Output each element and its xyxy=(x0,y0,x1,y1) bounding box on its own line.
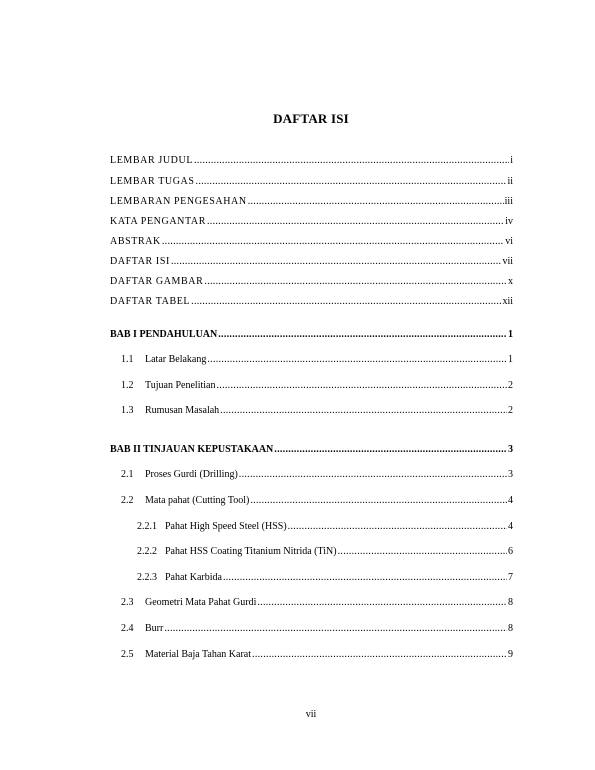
toc-leader-dots xyxy=(248,196,504,208)
toc-section-number: 2.1 xyxy=(121,469,134,480)
toc-section-label: Geometri Mata Pahat Gurdi xyxy=(145,597,257,608)
toc-section-2-3[interactable] xyxy=(121,597,513,609)
toc-entry-label: ABSTRAK xyxy=(110,236,161,247)
toc-section-page: 8 xyxy=(508,623,513,634)
toc-leader-dots xyxy=(274,444,507,456)
toc-leader-dots xyxy=(162,236,504,248)
page-title: DAFTAR ISI xyxy=(273,111,349,126)
toc-entry-page: x xyxy=(508,276,513,287)
toc-section-2-2[interactable] xyxy=(121,495,513,507)
toc-section-label: Pahat HSS Coating Titanium Nitrida (TiN) xyxy=(165,546,337,557)
toc-subsection-2-2-3[interactable] xyxy=(137,572,513,584)
toc-leader-dots xyxy=(252,649,507,661)
toc-section-number: 2.4 xyxy=(121,623,134,634)
toc-section-1-3[interactable] xyxy=(121,405,513,417)
toc-entry-lembar-tugas[interactable] xyxy=(110,176,513,188)
toc-leader-dots xyxy=(223,572,507,584)
toc-leader-dots xyxy=(194,155,509,167)
toc-section-label: Burr xyxy=(145,623,164,634)
toc-section-label: Latar Belakang xyxy=(145,354,207,365)
toc-section-2-5[interactable] xyxy=(121,649,513,661)
toc-entry-label: LEMBARAN PENGESAHAN xyxy=(110,196,247,207)
toc-section-label: Pahat Karbida xyxy=(165,572,222,583)
toc-entry-daftar-gambar[interactable] xyxy=(110,276,513,288)
toc-section-page: 8 xyxy=(508,597,513,608)
toc-entry-lembaran-pengesahan[interactable] xyxy=(110,196,513,208)
toc-entry-label: DAFTAR GAMBAR xyxy=(110,276,204,287)
toc-leader-dots xyxy=(218,329,507,341)
toc-leader-dots xyxy=(164,623,507,635)
toc-section-page: 2 xyxy=(508,405,513,416)
toc-section-1-1[interactable] xyxy=(121,354,513,366)
toc-section-number: 2.2.1 xyxy=(137,521,157,532)
toc-entry-label: KATA PENGANTAR xyxy=(110,216,206,227)
toc-leader-dots xyxy=(220,405,507,417)
toc-section-page: 4 xyxy=(508,495,513,506)
toc-section-number: 2.5 xyxy=(121,649,134,660)
toc-chapter-bab-1[interactable] xyxy=(110,329,513,341)
toc-entry-label: DAFTAR ISI xyxy=(110,256,170,267)
toc-entry-daftar-tabel[interactable] xyxy=(110,296,513,308)
toc-entry-page: xii xyxy=(502,296,513,307)
toc-section-number: 2.3 xyxy=(121,597,134,608)
toc-leader-dots xyxy=(207,354,507,366)
toc-leader-dots xyxy=(171,256,502,268)
toc-section-page: 1 xyxy=(508,354,513,365)
toc-section-number: 2.2 xyxy=(121,495,134,506)
toc-section-number: 2.2.3 xyxy=(137,572,157,583)
toc-leader-dots xyxy=(207,216,504,228)
toc-section-label: Pahat High Speed Steel (HSS) xyxy=(165,521,287,532)
toc-leader-dots xyxy=(288,521,507,533)
toc-section-label: Tujuan Penelitian xyxy=(145,380,216,391)
toc-entry-kata-pengantar[interactable] xyxy=(110,216,513,228)
toc-chapter-page: 1 xyxy=(508,329,513,340)
toc-entry-page: ii xyxy=(507,176,513,187)
toc-entry-abstrak[interactable] xyxy=(110,236,513,248)
toc-section-page: 2 xyxy=(508,380,513,391)
toc-section-label: Material Baja Tahan Karat xyxy=(145,649,252,660)
toc-leader-dots xyxy=(191,296,501,308)
toc-leader-dots xyxy=(196,176,507,188)
toc-entry-page: i xyxy=(510,155,513,166)
toc-section-page: 3 xyxy=(508,469,513,480)
toc-section-page: 6 xyxy=(508,546,513,557)
toc-leader-dots xyxy=(338,546,507,558)
toc-section-label: Rumusan Masalah xyxy=(145,405,220,416)
toc-leader-dots xyxy=(257,597,507,609)
toc-section-page: 4 xyxy=(508,521,513,532)
toc-subsection-2-2-1[interactable] xyxy=(137,521,513,533)
toc-chapter-label: BAB II TINJAUAN KEPUSTAKAAN xyxy=(110,444,274,455)
toc-section-number: 1.2 xyxy=(121,380,134,391)
toc-leader-dots xyxy=(204,276,507,288)
toc-section-2-1[interactable] xyxy=(121,469,513,481)
toc-section-2-4[interactable] xyxy=(121,623,513,635)
toc-entry-daftar-isi[interactable] xyxy=(110,256,513,268)
toc-entry-page: vii xyxy=(502,256,513,267)
toc-section-label: Proses Gurdi (Drilling) xyxy=(145,469,238,480)
toc-leader-dots xyxy=(216,380,507,392)
toc-section-1-2[interactable] xyxy=(121,380,513,392)
toc-entry-page: iii xyxy=(504,196,513,207)
toc-section-number: 2.2.2 xyxy=(137,546,157,557)
toc-chapter-page: 3 xyxy=(508,444,513,455)
toc-section-number: 1.3 xyxy=(121,405,134,416)
toc-entry-page: vi xyxy=(505,236,513,247)
toc-section-page: 7 xyxy=(508,572,513,583)
toc-section-page: 9 xyxy=(508,649,513,660)
toc-subsection-2-2-2[interactable] xyxy=(137,546,513,558)
toc-entry-label: DAFTAR TABEL xyxy=(110,296,191,307)
page-number-footer: vii xyxy=(305,709,317,720)
toc-entry-page: iv xyxy=(505,216,513,227)
toc-leader-dots xyxy=(250,495,507,507)
toc-section-label: Mata pahat (Cutting Tool) xyxy=(145,495,250,506)
toc-chapter-bab-2[interactable] xyxy=(110,444,513,456)
toc-section-number: 1.1 xyxy=(121,354,134,365)
toc-chapter-label: BAB I PENDAHULUAN xyxy=(110,329,218,340)
toc-entry-label: LEMBAR JUDUL xyxy=(110,155,194,166)
toc-leader-dots xyxy=(239,469,507,481)
toc-entry-lembar-judul[interactable] xyxy=(110,155,513,167)
toc-entry-label: LEMBAR TUGAS xyxy=(110,176,195,187)
